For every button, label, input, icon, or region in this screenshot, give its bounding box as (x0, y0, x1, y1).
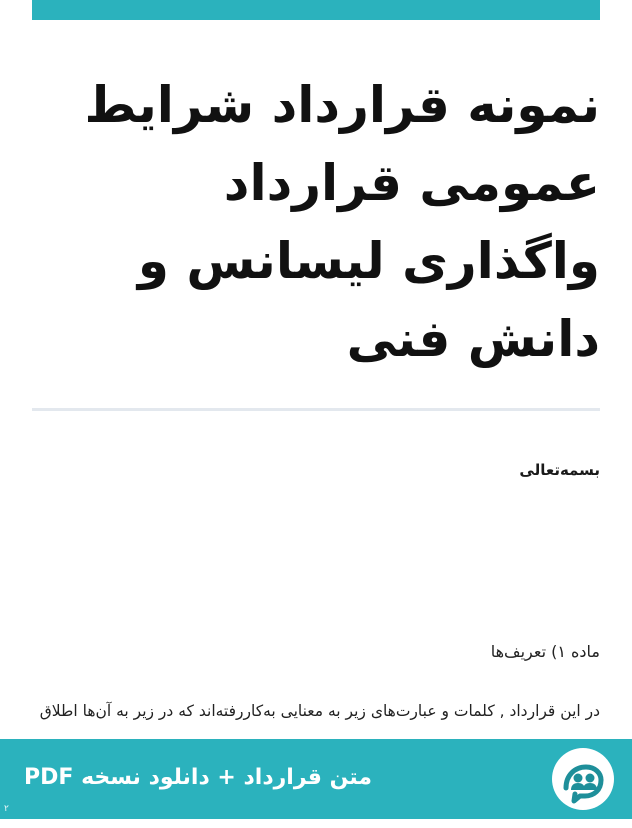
top-accent-bar (32, 0, 600, 20)
title-divider (32, 408, 600, 411)
download-pdf-label[interactable]: متن قرارداد + دانلود نسخه PDF (24, 765, 372, 790)
corner-mark: ٢ (4, 804, 9, 814)
download-pdf-banner[interactable] (0, 739, 632, 819)
article-1-heading: ماده ۱) تعریف‌ها (490, 642, 600, 661)
page-title: نمونه قرارداد شرایط عمومی قرارداد واگذاری لیسانس و دانش فنی (84, 76, 600, 368)
salutation-text: بسمه‌تعالی (519, 461, 600, 479)
people-chat-logo-icon[interactable] (552, 748, 614, 810)
definitions-paragraph: در این قرارداد , کلمات و عبارت‌های زیر به معنایی به‌کاررفته‌اند که در زیر به آن‌ها اطلاق (39, 702, 600, 720)
article-content (32, 20, 600, 828)
